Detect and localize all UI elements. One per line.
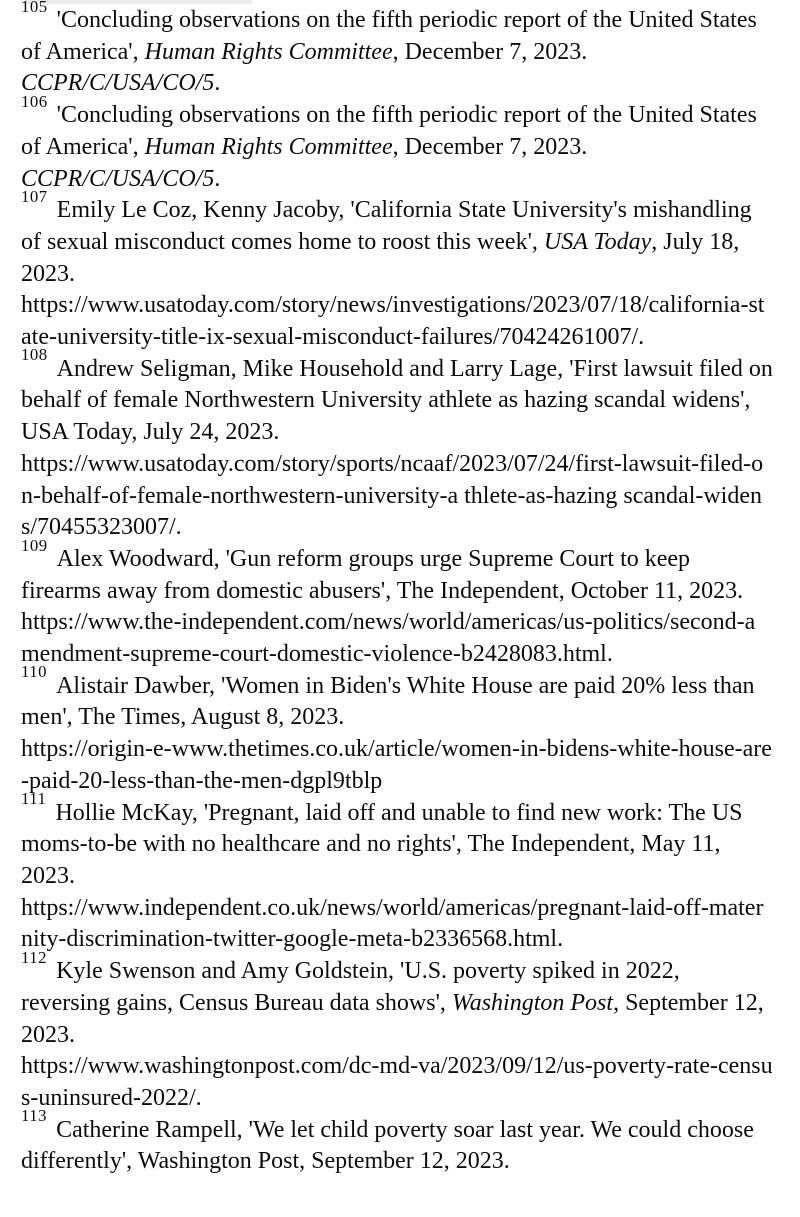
footnote-number: 110 — [21, 662, 48, 682]
footnote-text: . — [214, 70, 221, 97]
footnote-text: Emily Le Coz, Kenny Jacoby, 'California State University's mishandling of sexual misconduct comes home to roost this week', — [21, 197, 752, 255]
footnote-url: https://www.usatoday.com/story/sports/ncaaf/2023/07/24/first-lawsuit-filed-on-behalf-of-female-northwestern-university-a thlete-as-hazing scandal-widens/70455323007/. — [21, 450, 764, 541]
footnote-108 — [21, 345, 773, 544]
footnote-text-italic: CCPR/C/USA/CO/5 — [21, 165, 215, 192]
footnote-url: https://origin-e-www.thetimes.co.uk/article/women-in-bidens-white-house-are-paid-20-less-than-the-men-dgpl9tblp — [21, 736, 772, 794]
footnote-number: 105 — [21, 0, 48, 16]
footnote-text: , September 12, 2023. — [21, 989, 764, 1048]
footnote-url: https://www.the-independent.com/news/world/americas/us-politics/second-amendment-supreme-court-domestic-violence-b2428083.html. — [21, 609, 756, 668]
footnote-text: Alex Woodward, 'Gun reform groups urge Supreme Court to keep firearms away from domestic abusers', The Independent, October 11, 2023. — [21, 545, 744, 604]
footnotes-list — [21, 0, 773, 1178]
footnote-113 — [21, 1106, 773, 1178]
footnote-110 — [21, 662, 773, 798]
footnote-text: , July 18, 2023. — [21, 228, 740, 287]
top-cropped-line-remnant — [21, 0, 252, 4]
footnote-text: Catherine Rampell, 'We let child poverty soar last year. We could choose differently', Washington Post, September 12, 2023. — [21, 1116, 754, 1175]
footnote-text: , December 7, 2023. — [392, 133, 588, 160]
footnote-text: , December 7, 2023. — [392, 38, 588, 65]
footnote-url: https://www.washingtonpost.com/dc-md-va/2023/09/12/us-poverty-rate-census-uninsured-2022/. — [21, 1053, 773, 1111]
footnote-text: 'Concluding observations on the fifth periodic report of the United States of America', — [21, 7, 757, 65]
footnote-text: Hollie McKay, 'Pregnant, laid off and unable to find new work: The US moms-to-be with no healthcare and no rights', The Independent, May 11, 2023. — [21, 799, 743, 889]
footnote-text: Andrew Seligman, Mike Household and Larry Lage, 'First lawsuit filed on behalf of female Northwestern University athlete as hazing scandal widens', USA Today, July 24, 2023. — [21, 355, 773, 446]
footnote-url: https://www.independent.co.uk/news/world/americas/pregnant-laid-off-maternity-discrimination-twitter-google-meta-b2336568.html. — [21, 894, 764, 953]
footnote-number: 109 — [21, 535, 48, 555]
footnote-107 — [21, 186, 773, 354]
footnote-109 — [21, 535, 773, 671]
footnote-text-italic: USA Today — [543, 228, 652, 255]
footnote-text: . — [214, 165, 221, 192]
footnote-number: 113 — [21, 1106, 48, 1126]
footnote-text: Alistair Dawber, 'Women in Biden's White House are paid 20% less than men', The Times, August 8, 2023. — [21, 672, 755, 731]
footnote-106 — [21, 91, 773, 195]
footnote-text-italic: Washington Post — [451, 989, 614, 1016]
footnote-number: 111 — [21, 789, 47, 809]
footnote-111 — [21, 789, 773, 957]
footnote-number: 106 — [21, 91, 48, 111]
footnote-112 — [21, 947, 773, 1115]
footnote-text-italic: Human Rights Committee — [144, 38, 393, 65]
footnote-text-italic: CCPR/C/USA/CO/5 — [21, 70, 215, 97]
footnote-number: 112 — [21, 947, 48, 967]
footnote-number: 107 — [21, 186, 48, 206]
footnote-text-italic: Human Rights Committee — [144, 133, 393, 160]
footnote-105 — [21, 0, 773, 100]
footnote-number: 108 — [21, 345, 48, 365]
footnote-text: Kyle Swenson and Amy Goldstein, 'U.S. poverty spiked in 2022, reversing gains, Census Bureau data shows', — [21, 958, 680, 1016]
footnote-text: 'Concluding observations on the fifth periodic report of the United States of America', — [21, 102, 757, 160]
footnote-url: https://www.usatoday.com/story/news/investigations/2023/07/18/california-state-university-title-ix-sexual-misconduct-failures/70424261007/. — [21, 292, 765, 351]
